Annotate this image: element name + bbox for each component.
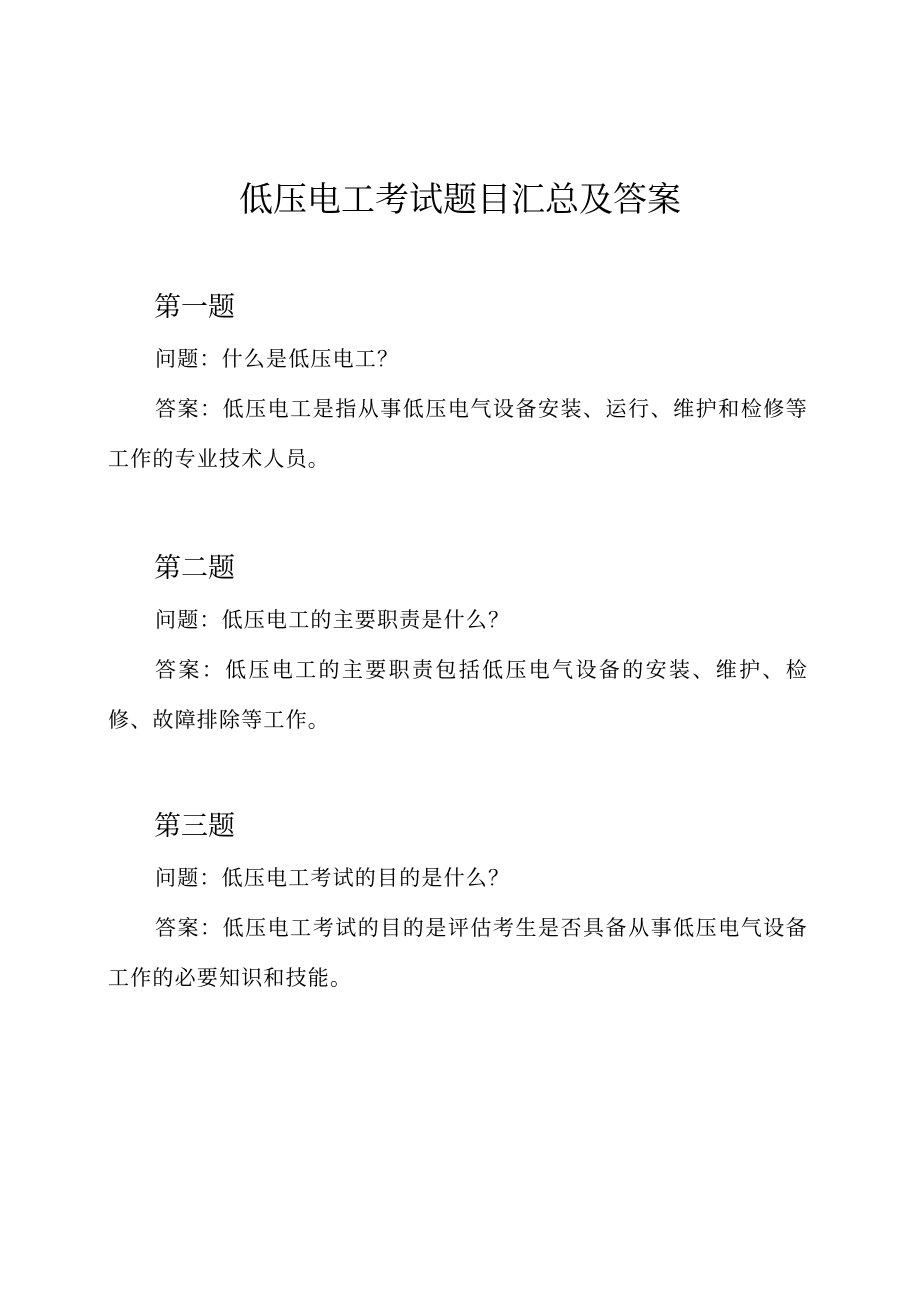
section-heading: 第三题: [154, 811, 235, 842]
answer-text: 答案：低压电工考试的目的是评估考生是否具备从事低压电气设备工作的必要知识和技能。: [108, 916, 808, 990]
question-section-1: [108, 288, 808, 484]
answer-text: 答案：低压电工是指从事低压电气设备安装、运行、维护和检修等工作的专业技术人员。: [108, 397, 808, 471]
answer-text: 答案：低压电工的主要职责包括低压电气设备的安装、维护、检修、故障排除等工作。: [108, 658, 808, 732]
section-heading: 第二题: [154, 553, 235, 584]
question-text: 问题：低压电工的主要职责是什么？: [155, 608, 511, 632]
section-heading: 第一题: [154, 292, 235, 323]
question-text: 问题：低压电工考试的目的是什么？: [155, 866, 511, 890]
question-text: 问题：什么是低压电工？: [155, 347, 400, 371]
question-section-3: [108, 807, 808, 1003]
question-section-2: [108, 549, 808, 745]
document-title: 低压电工考试题目汇总及答案: [239, 180, 681, 220]
